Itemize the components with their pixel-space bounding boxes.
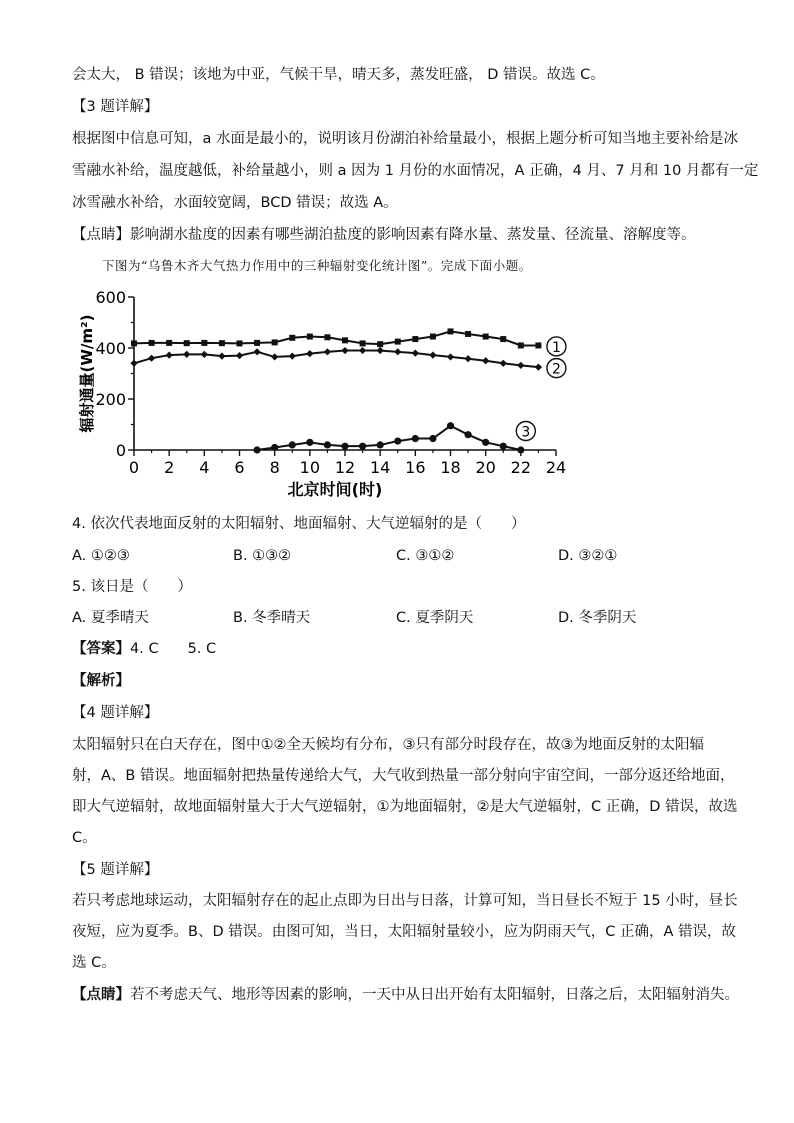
x-tick-label: 10: [299, 458, 321, 477]
text-line: 太阳辐射只在白天存在，图中①②全天候均有分布，③只有部分时段存在，故③为地面反射的太阳辐: [72, 737, 704, 753]
x-tick-label: 14: [369, 458, 391, 477]
data-point: [394, 348, 401, 355]
data-point: [254, 340, 260, 346]
data-point: [360, 340, 366, 346]
data-point: [448, 328, 454, 334]
data-point: [430, 334, 436, 340]
text-line: 根据图中信息可知，a 水面是最小的，说明该月份湖泊补给量最小，根据上题分析可知当地主要补给是冰: [72, 131, 738, 147]
data-point: [429, 435, 436, 442]
text-line: 射，A、B 错误。地面辐射把热量传递给大气，大气收到热量一部分射向宇宙空间，一部分返还给地面，: [72, 768, 735, 784]
text-line: 会太大， B 错误；该地为中亚，气候干旱，晴天多，蒸发旺盛， D 错误。故选 C。: [72, 67, 605, 83]
data-point: [412, 435, 419, 442]
x-tick-label: 8: [269, 458, 280, 477]
data-point: [359, 347, 366, 354]
data-point: [500, 360, 507, 367]
data-point: [465, 331, 471, 337]
data-point: [201, 340, 207, 346]
data-point: [517, 362, 524, 369]
data-point: [272, 339, 278, 345]
data-point: [359, 443, 366, 450]
data-point: [464, 355, 471, 362]
data-point: [377, 441, 384, 448]
analysis-label: 【解析】: [72, 673, 130, 689]
data-point: [149, 340, 155, 346]
series-line: [257, 426, 521, 450]
series-2: [130, 347, 566, 378]
data-point: [412, 350, 419, 357]
option-c[interactable]: C. ③①②: [396, 548, 455, 564]
data-point: [237, 340, 243, 346]
data-point: [130, 360, 137, 367]
note-line: [72, 985, 739, 1005]
data-point: [271, 444, 278, 451]
data-point: [342, 337, 348, 343]
text-line: 夜短，应为夏季。B、D 错误。由图可知，当日，太阳辐射量较小，应为阴雨天气，C 正确，A 错误，故: [72, 924, 736, 940]
series-line: [134, 331, 538, 345]
data-point: [447, 353, 454, 360]
series-label: 1: [551, 339, 561, 356]
data-point: [517, 446, 524, 453]
data-point: [218, 353, 225, 360]
series-line: [134, 351, 538, 368]
data-point: [518, 342, 524, 348]
x-tick-label: 4: [199, 458, 210, 477]
data-point: [183, 351, 190, 358]
data-point: [447, 422, 454, 429]
series-3: [253, 422, 535, 454]
answer-text: 4. C 5. C: [130, 641, 217, 657]
x-tick-label: 22: [510, 458, 532, 477]
data-point: [201, 351, 208, 358]
x-tick-label: 12: [334, 458, 356, 477]
data-point: [306, 350, 313, 357]
y-axis-title: 辐射通量(W/m²): [78, 314, 96, 433]
radiation-chart: [72, 280, 572, 500]
series-1: [131, 328, 566, 356]
section-title: 【4 题详解】: [72, 705, 159, 721]
data-point: [395, 339, 401, 345]
data-point: [535, 364, 542, 371]
y-tick-label: 200: [95, 390, 126, 409]
section-title: 【5 题详解】: [72, 862, 159, 878]
data-point: [166, 352, 173, 359]
series-label: 3: [521, 424, 531, 441]
note-text: 若不考虑天气、地形等因素的影响，一天中从日出开始有太阳辐射，日落之后，太阳辐射消失。: [130, 987, 739, 1003]
data-point: [289, 353, 296, 360]
data-point: [131, 340, 137, 346]
figure-caption: 下图为“乌鲁木齐大气热力作用中的三种辐射变化统计图”。完成下面小题。: [102, 258, 532, 273]
question-4-stem: 4. 依次代表地面反射的太阳辐射、地面辐射、大气逆辐射的是（ ）: [72, 516, 526, 532]
data-point: [341, 347, 348, 354]
option-a[interactable]: A. ①②③: [72, 548, 130, 564]
data-point: [394, 437, 401, 444]
x-tick-label: 16: [405, 458, 426, 477]
text-line: 若只考虑地球运动，太阳辐射存在的起止点即为日出与日落，计算可知，当日昼长不短于 15 小时，昼长: [72, 893, 738, 909]
data-point: [289, 335, 295, 341]
data-point: [500, 443, 507, 450]
text-line: 冰雪融水补给，水面较宽阔，BCD 错误；故选 A。: [72, 195, 398, 211]
x-axis-title: 北京时间(时): [287, 480, 383, 499]
x-tick-label: 20: [475, 458, 496, 477]
data-point: [253, 348, 260, 355]
data-point: [148, 355, 155, 362]
data-point: [289, 441, 296, 448]
x-tick-label: 0: [128, 458, 140, 477]
note-line: 【点睛】影响湖水盐度的因素有哪些湖泊盐度的影响因素有降水量、蒸发量、径流量、溶解度等。: [72, 227, 696, 243]
data-point: [306, 439, 313, 446]
answer-label: 【答案】: [72, 641, 130, 657]
answer-line: [72, 639, 216, 659]
data-point: [482, 439, 489, 446]
data-point: [184, 340, 190, 346]
x-tick-label: 24: [545, 458, 567, 477]
x-tick-label: 6: [234, 458, 245, 477]
option-b[interactable]: B. ①③②: [233, 548, 292, 564]
x-tick-label: 18: [440, 458, 461, 477]
data-point: [253, 446, 260, 453]
question-5-stem: 5. 该日是（ ）: [72, 579, 192, 595]
text-line: 雪融水补给，温度越低，补给量越小，则 a 因为 1 月份的水面情况，A 正确，4 月、7 月和 10 月都有一定: [72, 163, 759, 179]
y-tick-label: 600: [95, 288, 126, 307]
data-point: [377, 347, 384, 354]
data-point: [341, 443, 348, 450]
data-point: [219, 340, 225, 346]
option-c[interactable]: C. 夏季阴天: [396, 610, 474, 626]
data-point: [307, 334, 313, 340]
data-point: [412, 336, 418, 342]
series-label: 2: [551, 361, 561, 378]
option-b[interactable]: B. 冬季晴天: [233, 610, 311, 626]
option-a[interactable]: A. 夏季晴天: [72, 610, 149, 626]
data-point: [324, 348, 331, 355]
data-point: [535, 342, 541, 348]
text-line: 即大气逆辐射，故地面辐射量大于大气逆辐射，①为地面辐射，②是大气逆辐射，C 正确，D 错误，故选: [72, 799, 738, 815]
data-point: [271, 353, 278, 360]
data-point: [166, 340, 172, 346]
y-tick-label: 0: [115, 441, 126, 460]
data-point: [324, 441, 331, 448]
option-d[interactable]: D. ③②①: [558, 548, 618, 564]
data-point: [482, 357, 489, 364]
y-tick-label: 400: [95, 339, 126, 358]
data-point: [429, 352, 436, 359]
data-point: [483, 334, 489, 340]
data-point: [500, 336, 506, 342]
data-point: [236, 352, 243, 359]
text-line: C。: [72, 830, 97, 846]
data-point: [324, 334, 330, 340]
option-d[interactable]: D. 冬季阴天: [558, 610, 637, 626]
text-line: 选 C。: [72, 955, 116, 971]
x-tick-label: 2: [164, 458, 175, 477]
chart-axes: [78, 288, 566, 499]
note-label: 【点睛】: [72, 987, 130, 1003]
section-title: 【3 题详解】: [72, 99, 159, 115]
data-point: [377, 341, 383, 347]
data-point: [464, 431, 471, 438]
chart-series: [130, 328, 566, 453]
